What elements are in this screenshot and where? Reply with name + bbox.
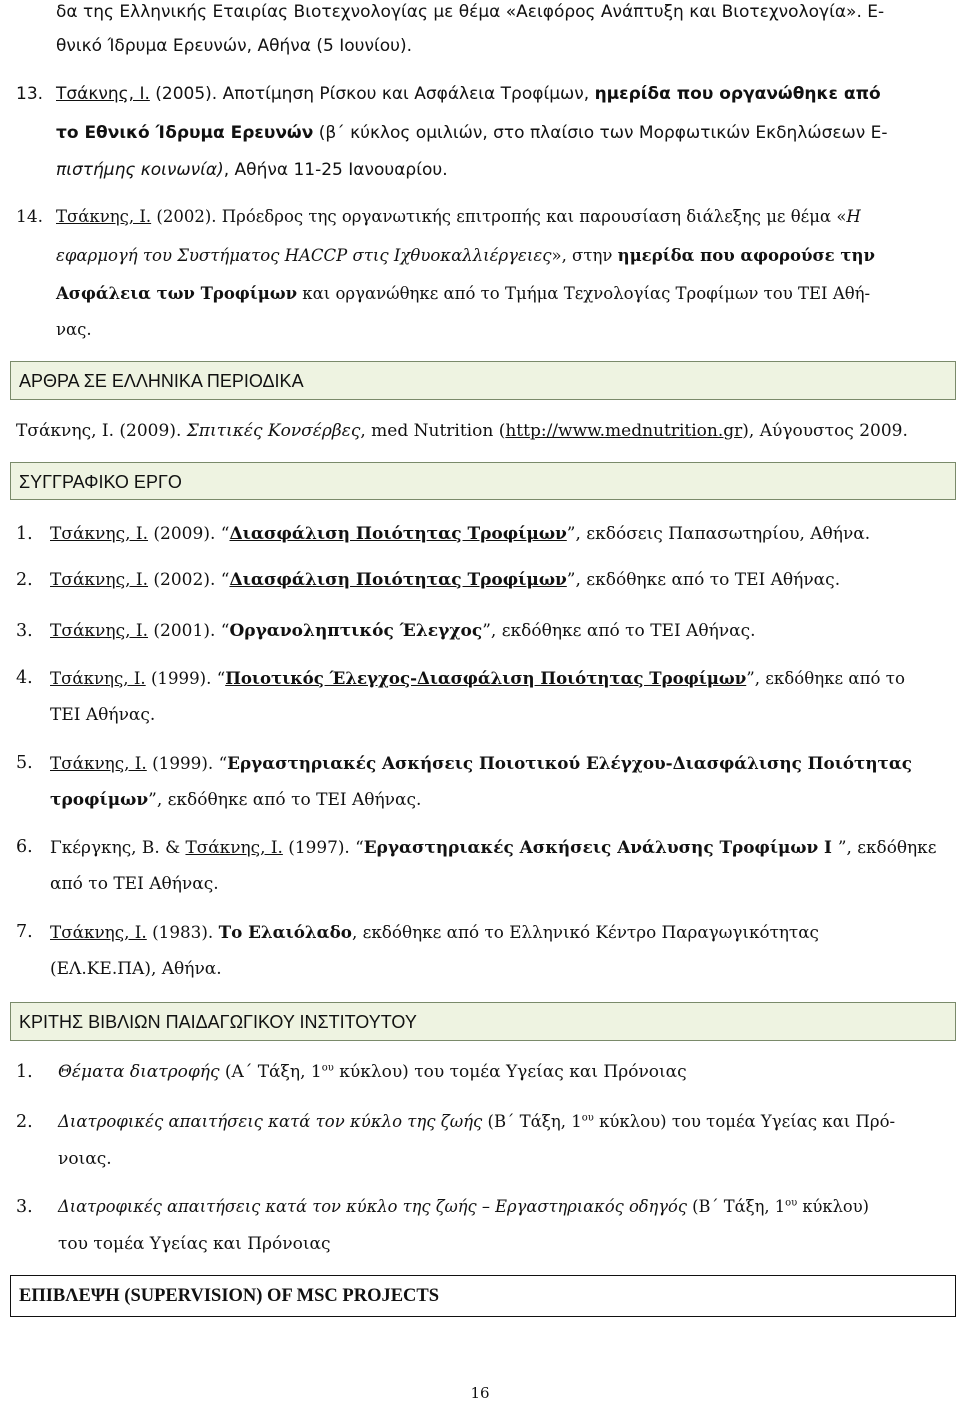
paragraph-line: το Εθνικό Ίδρυμα Ερευνών (β΄ κύκλος ομιλιών, στο πλαίσιο των Μορφωτικών Εκδηλώσεων Ε- (56, 123, 888, 143)
paragraph-line: του τομέα Υγείας και Πρόνοιας (58, 1234, 331, 1254)
book-entry: Τσάκνης, Ι. (1983). Το Ελαιόλαδο, εκδόθηκε από το Ελληνικό Κέντρο Παραγωγικότητας (50, 922, 819, 942)
author-name: Τσάκνης, Ι. (56, 207, 152, 226)
page-number: 16 (470, 1384, 490, 1402)
list-item: Τσάκνης, Ι. (2005). Αποτίμηση Ρίσκου και Ασφάλεια Τροφίμων, ημερίδα που οργανώθηκε από (56, 84, 881, 104)
author-name: Τσάκνης, Ι. (50, 669, 146, 688)
article-link[interactable]: http://www.mednutrition.gr (505, 421, 743, 441)
list-number: 13. (16, 84, 44, 104)
author-name: Τσάκνης, Ι. (50, 922, 147, 942)
list-number: 1. (16, 1062, 33, 1082)
section-heading-books: ΣΥΓΓΡΑΦΙΚΟ ΕΡΓΟ (10, 462, 956, 500)
paragraph-line: (ΕΛ.ΚΕ.ΠΑ), Αθήνα. (50, 959, 222, 979)
book-entry: Τσάκνης, Ι. (2002). “Διασφάλιση Ποιότητας Τροφίμων”, εκδόθηκε από το ΤΕΙ Αθήνας. (50, 570, 841, 590)
paragraph-line: από το ΤΕΙ Αθήνας. (50, 874, 219, 894)
book-entry: Τσάκνης, Ι. (2001). “Οργανοληπτικός Έλεγχος”, εκδόθηκε από το ΤΕΙ Αθήνας. (50, 621, 756, 641)
author-name: Τσάκνης, Ι. (185, 837, 283, 857)
author-name: Τσάκνης, Ι. (56, 84, 150, 104)
list-number: 6. (16, 837, 33, 857)
list-number: 3. (16, 621, 33, 641)
list-number: 5. (16, 753, 33, 773)
paragraph-line: τροφίμων”, εκδόθηκε από το ΤΕΙ Αθήνας. (50, 790, 422, 810)
section-heading-articles: ΑΡΘΡΑ ΣΕ ΕΛΛΗΝΙΚΑ ΠΕΡΙΟΔΙΚΑ (10, 361, 956, 400)
list-number: 2. (16, 570, 33, 590)
paragraph-line: θνικό Ίδρυμα Ερευνών, Αθήνα (5 Ιουνίου). (56, 36, 412, 56)
author-name: Τσάκνης, Ι. (50, 524, 149, 544)
article-entry: Τσάκνης, Ι. (2009). Σπιτικές Κονσέρβες, med Nutrition (http://www.mednutrition.gr), Αύγουστος 2009. (16, 421, 908, 441)
reviewed-book: Διατροφικές απαιτήσεις κατά τον κύκλο της ζωής (Β΄ Τάξη, $1^{o\upsilon}$ κύκλου) του τομέα Υγείας και Πρό- (58, 1112, 896, 1131)
author-name: Τσάκνης, Ι. (50, 753, 147, 773)
author-name: Τσάκνης, Ι. (50, 570, 149, 590)
section-heading-supervision: ΕΠΙΒΛΕΨΗ (SUPERVISION) OF MSC PROJECTS (10, 1275, 956, 1317)
book-entry: Γκέργκης, Β. & Τσάκνης, Ι. (1997). “Εργαστηριακές Ασκήσεις Ανάλυσης Τροφίμων Ι ”, εκδόθηκε (50, 837, 937, 857)
book-entry: Τσάκνης, Ι. (2009). “Διασφάλιση Ποιότητας Τροφίμων”, εκδόσεις Παπασωτηρίου, Αθήνα. (50, 524, 871, 544)
list-number: 7. (16, 922, 33, 942)
list-item: Τσάκνης, Ι. (2002). Πρόεδρος της οργανωτικής επιτροπής και παρουσίαση διάλεξης με θέμα «Η (56, 207, 861, 226)
reviewed-book: Θέματα διατροφής (Α΄ Τάξη, $1^{o\upsilon}$ κύκλου) του τομέα Υγείας και Πρόνοιας (58, 1062, 687, 1082)
list-number: 3. (16, 1197, 33, 1217)
paragraph-line: εφαρμογή του Συστήματος HACCP στις Ιχθυοκαλλιέργειες», στην ημερίδα που αφορούσε την (56, 246, 875, 265)
paragraph-line: ΤΕΙ Αθήνας. (50, 705, 156, 725)
list-number: 2. (16, 1112, 33, 1132)
list-number: 14. (16, 207, 44, 227)
reviewed-book: Διατροφικές απαιτήσεις κατά τον κύκλο της ζωής – Εργαστηριακός οδηγός (Β΄ Τάξη, $1^{o\upsilon}$ κύκλου) (58, 1197, 869, 1216)
author-name: Τσάκνης, Ι. (50, 621, 149, 641)
book-entry: Τσάκνης, Ι. (1999). “Ποιοτικός Έλεγχος-Διασφάλιση Ποιότητας Τροφίμων”, εκδόθηκε από το (50, 668, 905, 688)
section-heading-reviewer: ΚΡΙΤΗΣ ΒΙΒΛΙΩΝ ΠΑΙΔΑΓΩΓΙΚΟΥ ΙΝΣΤΙΤΟΥΤΟΥ (10, 1002, 956, 1041)
paragraph-line: δα της Ελληνικής Εταιρίας Βιοτεχνολογίας με θέμα «Αειφόρος Ανάπτυξη και Βιοτεχνολογία». Ε- (56, 2, 885, 22)
paragraph-line: νοιας. (58, 1149, 112, 1169)
paragraph-line: Ασφάλεια των Τροφίμων και οργανώθηκε από το Τμήμα Τεχνολογίας Τροφίμων του ΤΕΙ Αθή- (56, 284, 871, 303)
list-number: 4. (16, 668, 33, 688)
paragraph-line: πιστήμης κοινωνία), Αθήνα 11-25 Ιανουαρίου. (56, 160, 448, 180)
paragraph-line: νας. (56, 320, 92, 339)
list-number: 1. (16, 524, 33, 544)
book-entry: Τσάκνης, Ι. (1999). “Εργαστηριακές Ασκήσεις Ποιοτικού Ελέγχου-Διασφάλισης Ποιότητας (50, 753, 912, 773)
